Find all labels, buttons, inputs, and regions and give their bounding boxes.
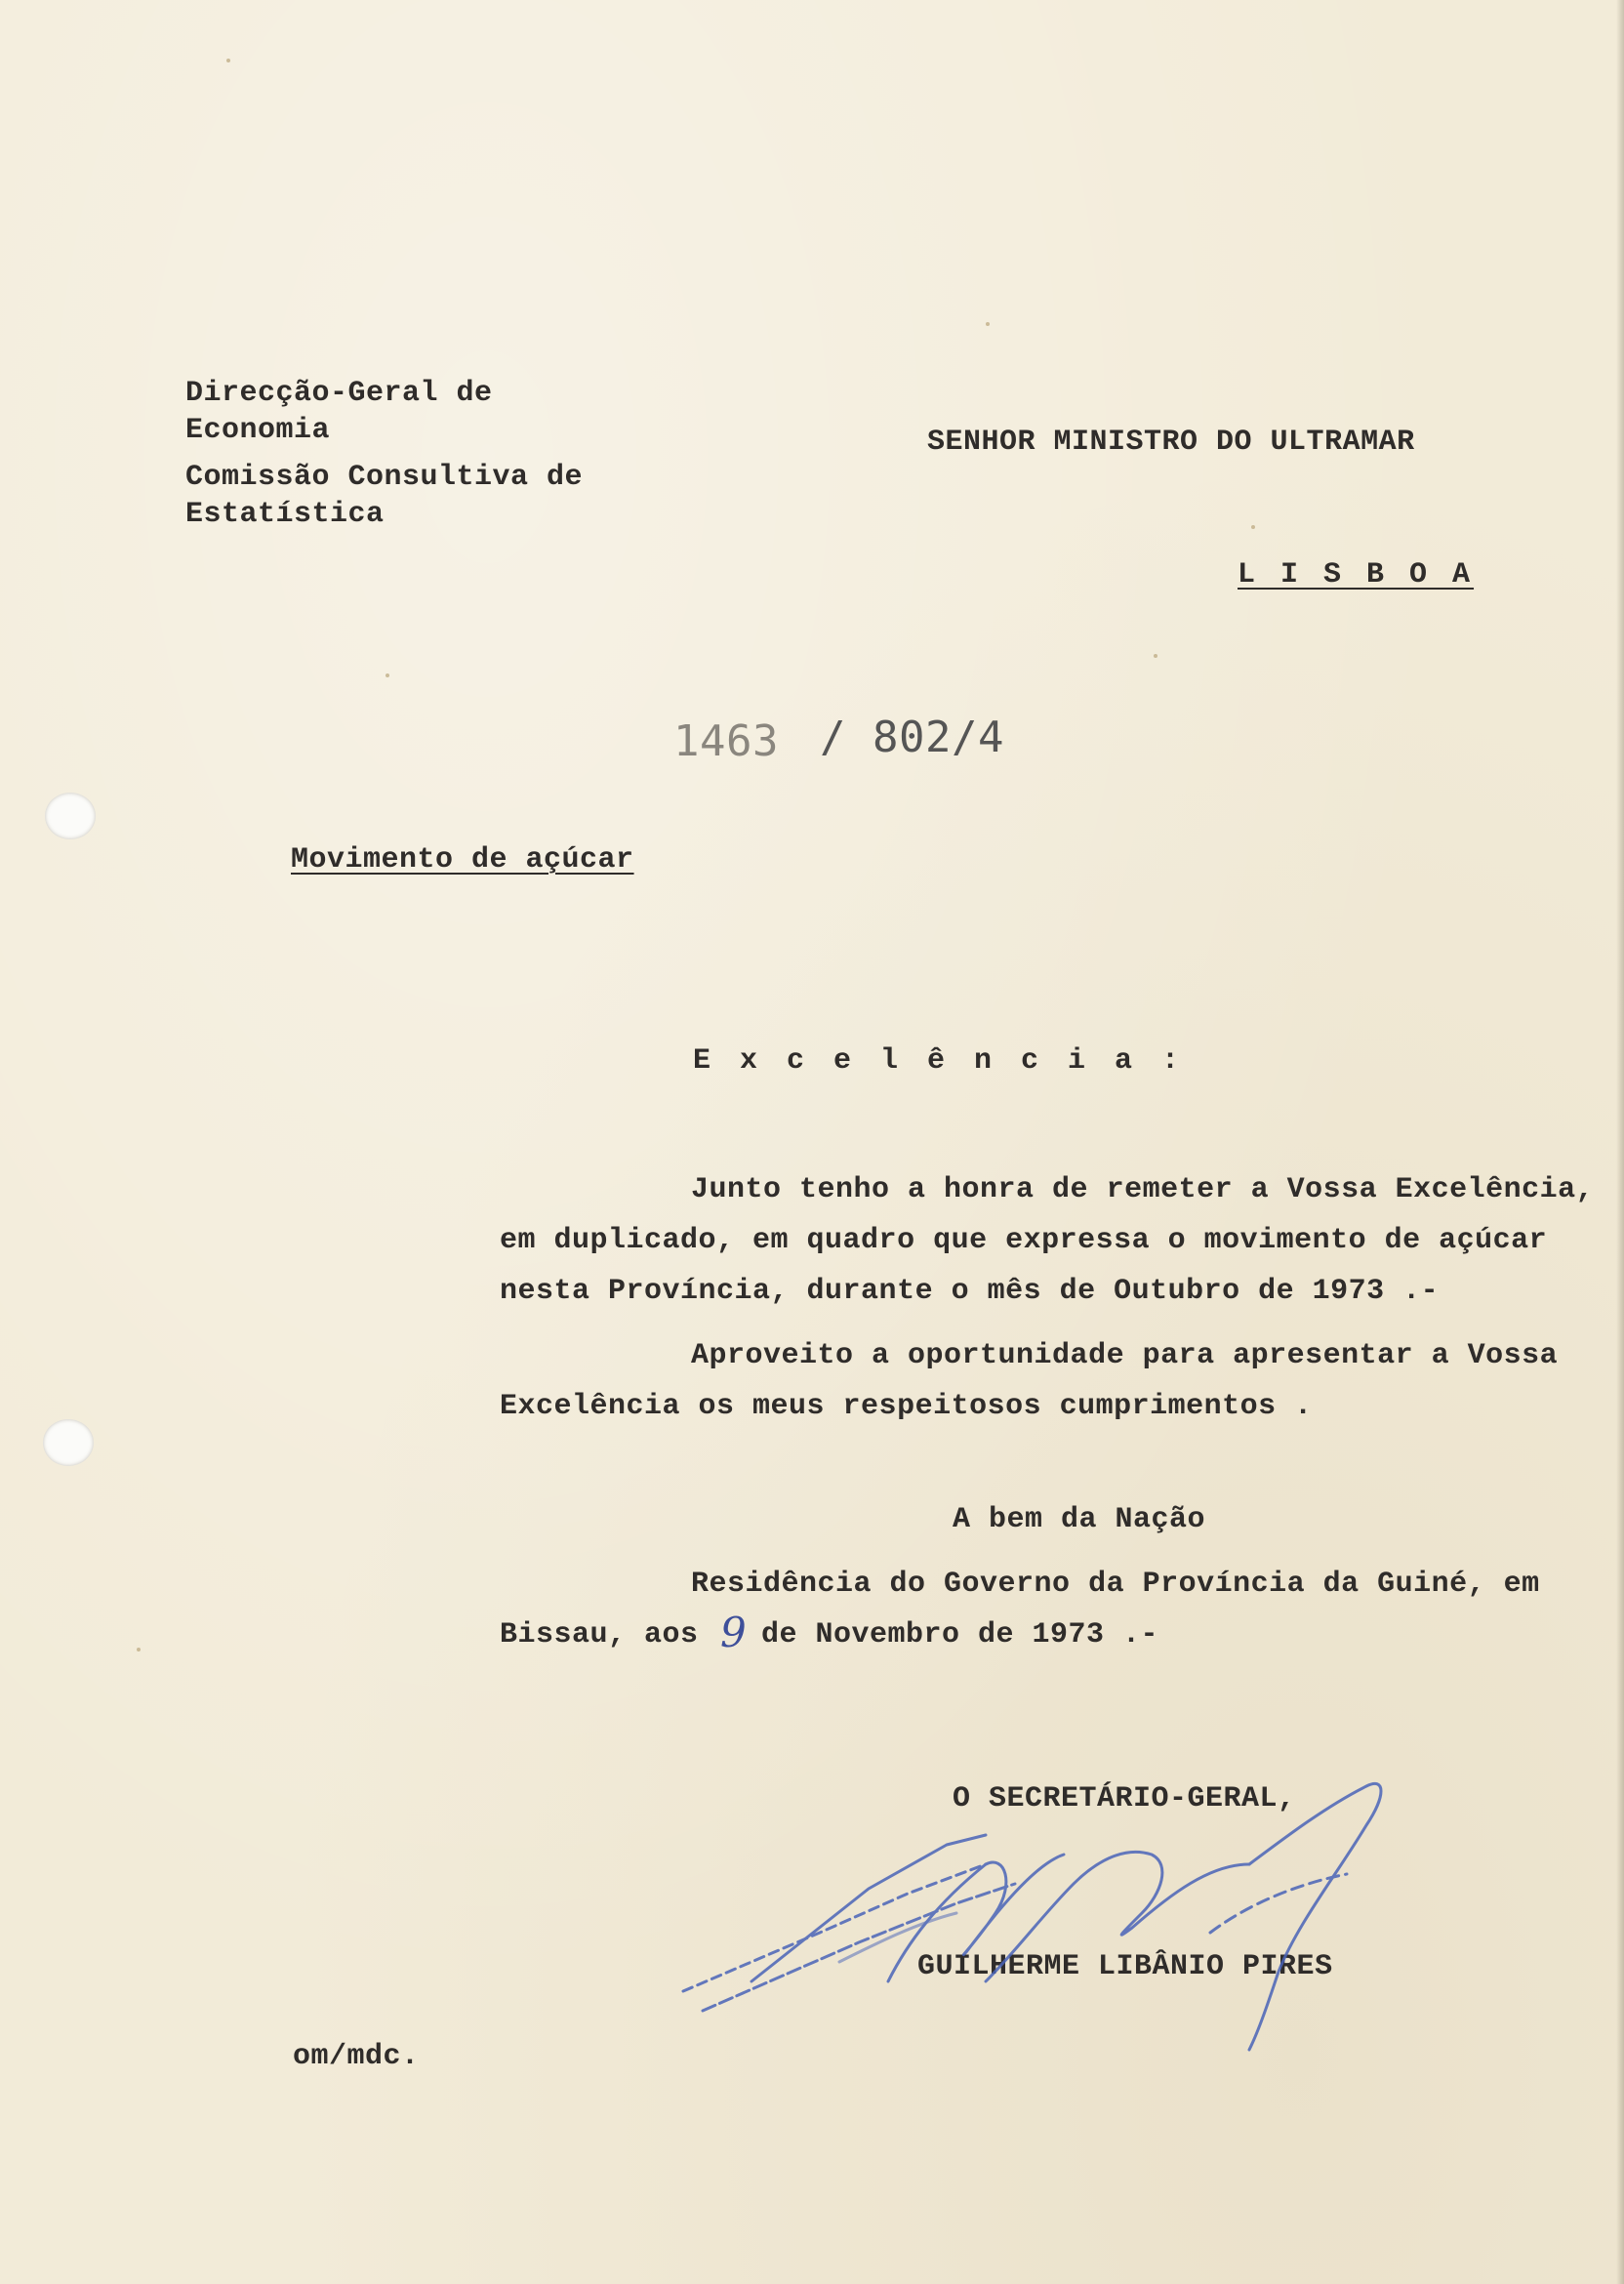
punch-hole-bottom	[43, 1419, 94, 1466]
page-edge-shadow	[1616, 0, 1624, 2284]
closing-place-suffix: de Novembro de 1973 .-	[761, 1618, 1159, 1652]
reference-slash-number: / 802/4	[820, 713, 1004, 762]
recipient-title: SENHOR MINISTRO DO ULTRAMAR	[927, 426, 1415, 459]
body-p1-line-3: nesta Província, durante o mês de Outubro de 1973 .-	[500, 1275, 1440, 1308]
body-p2-line-1: Aproveito a oportunidade para apresentar a Vossa	[691, 1339, 1559, 1372]
body-p2-line-2: Excelência os meus respeitosos cumprimentos .	[500, 1390, 1313, 1423]
body-p1-line-2: em duplicado, em quadro que expressa o movimento de açúcar	[500, 1224, 1548, 1257]
closing-place-prefix: Bissau, aos	[500, 1618, 699, 1652]
sender-line-1: Direcção-Geral de	[185, 377, 493, 410]
closing-motto: A bem da Nação	[953, 1503, 1206, 1536]
reference-number: 1463	[673, 716, 779, 766]
subject-line: Movimento de açúcar	[291, 843, 634, 877]
recipient-city: L I S B O A	[1238, 558, 1475, 591]
paper-speck	[986, 322, 990, 326]
closing-place-line-1: Residência do Governo da Província da Guiné, em	[691, 1568, 1540, 1601]
body-p1-line-1: Junto tenho a honra de remeter a Vossa Excelência,	[691, 1173, 1595, 1206]
sender-line-2: Economia	[185, 414, 331, 447]
sender-line-4: Estatística	[185, 498, 385, 531]
sender-line-3: Comissão Consultiva de	[185, 461, 584, 494]
paper-speck	[226, 59, 230, 62]
signatory-role: O SECRETÁRIO-GERAL,	[953, 1782, 1296, 1815]
paper-speck	[1251, 525, 1255, 529]
paper-speck	[386, 673, 389, 677]
paper-speck	[1154, 654, 1157, 658]
salutation: E x c e l ê n c i a :	[693, 1044, 1186, 1078]
punch-hole-top	[45, 793, 96, 839]
typist-initials: om/mdc.	[293, 2040, 420, 2073]
handwritten-signature	[664, 1718, 1405, 2069]
handwritten-day: 9	[720, 1609, 747, 1656]
signatory-name: GUILHERME LIBÂNIO PIRES	[917, 1950, 1333, 1983]
paper-speck	[137, 1648, 141, 1652]
